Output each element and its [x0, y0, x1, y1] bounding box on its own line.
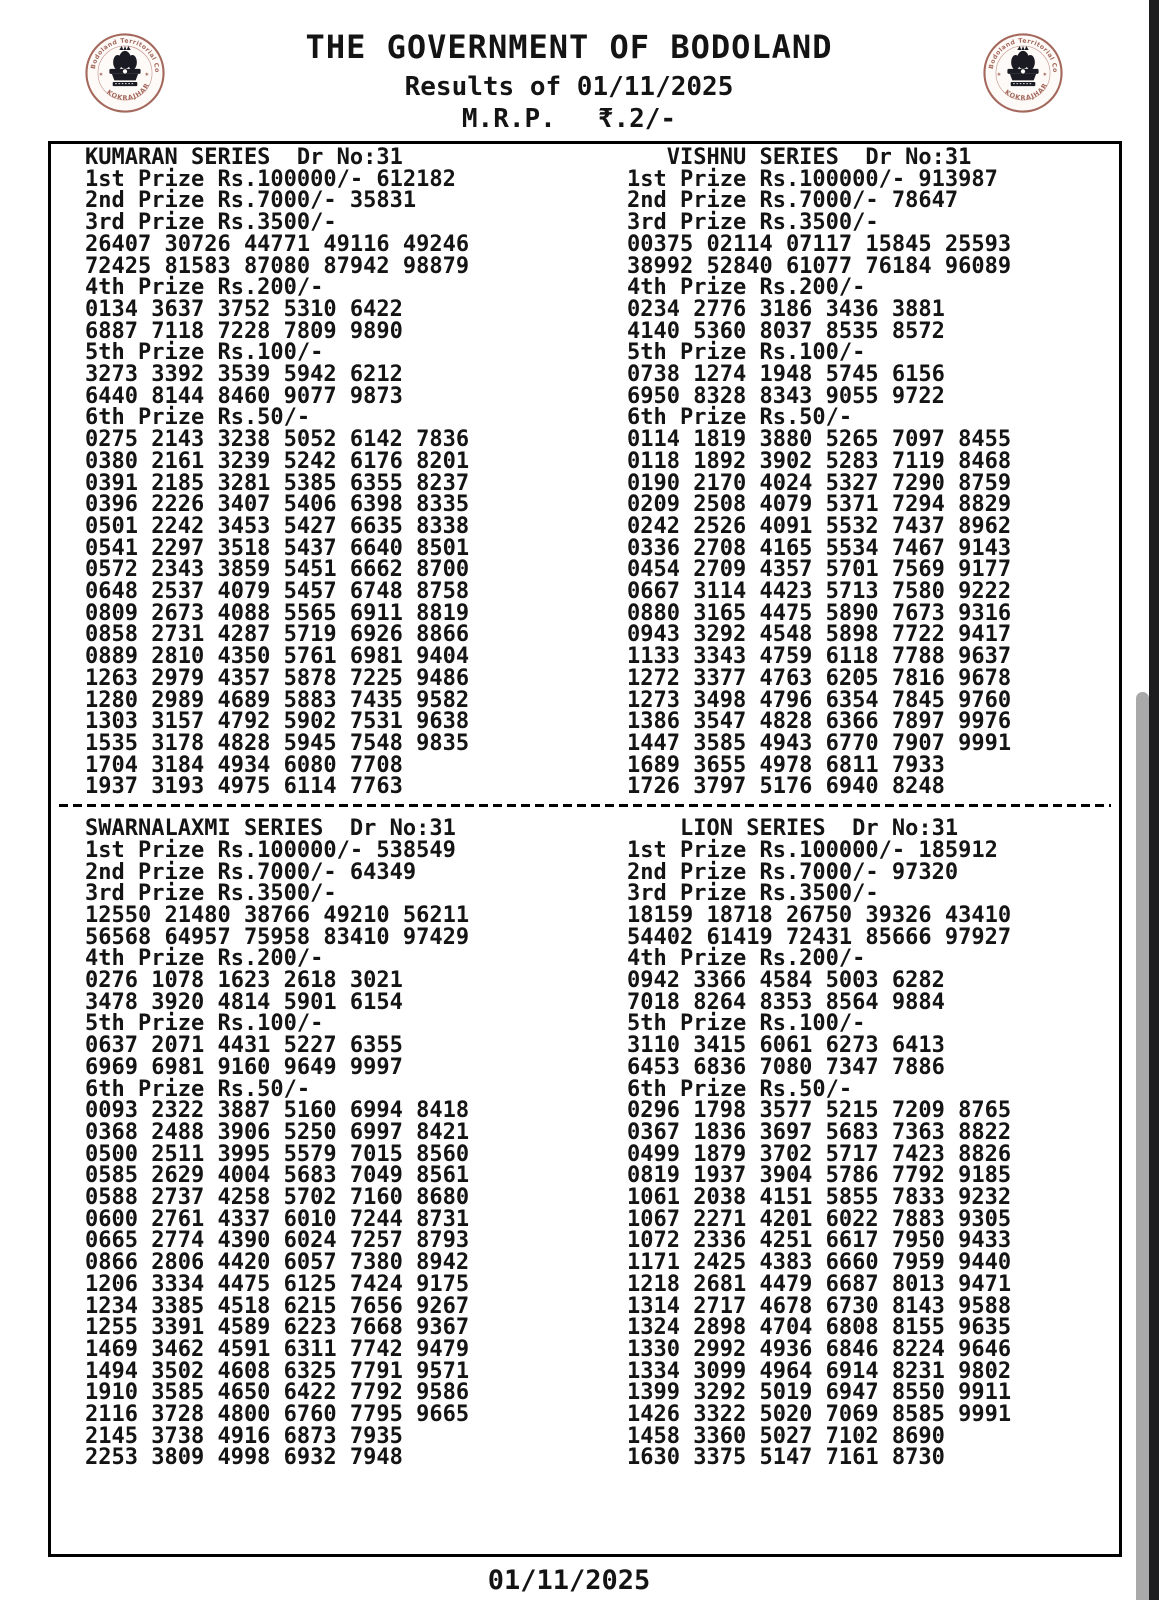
results-date-subtitle: Results of 01/11/2025: [404, 72, 734, 102]
prize-numbers-row: 72425 81583 87080 87942 98879: [85, 253, 470, 279]
prize-numbers-row: 0296 1798 3577 5215 7209 8765: [627, 1098, 1012, 1124]
prize-label-line: 1st Prize Rs.100000/- 185912: [627, 837, 998, 863]
prize-numbers-row: 4140 5360 8037 8535 8572: [627, 318, 945, 344]
prize-numbers-row: 1272 3377 4763 6205 7816 9678: [627, 665, 1012, 691]
prize-numbers-row: 3273 3392 3539 5942 6212: [85, 362, 403, 388]
prize-label-line: 1st Prize Rs.100000/- 913987: [627, 166, 998, 192]
prize-numbers-row: 0242 2526 4091 5532 7437 8962: [627, 513, 1012, 539]
series-block-kumaran: [51, 147, 591, 798]
prize-numbers-row: 0585 2629 4004 5683 7049 8561: [85, 1163, 470, 1189]
prize-numbers-row: 1072 2336 4251 6617 7950 9433: [627, 1228, 1012, 1254]
prize-numbers-row: 0501 2242 3453 5427 6635 8338: [85, 513, 470, 539]
prize-numbers-row: 0368 2488 3906 5250 6997 8421: [85, 1119, 470, 1145]
prize-numbers-row: 0499 1879 3702 5717 7423 8826: [627, 1141, 1012, 1167]
prize-numbers-row: 2145 3738 4916 6873 7935: [85, 1423, 403, 1449]
prize-numbers-row: 0234 2776 3186 3436 3881: [627, 296, 945, 322]
prize-numbers-row: 1273 3498 4796 6354 7845 9760: [627, 687, 1012, 713]
prize-numbers-row: 1386 3547 4828 6366 7897 9976: [627, 709, 1012, 735]
prize-numbers-row: 1630 3375 5147 7161 8730: [627, 1445, 945, 1471]
prize-label-line: 2nd Prize Rs.7000/- 97320: [627, 859, 959, 885]
prize-numbers-row: 26407 30726 44771 49116 49246: [85, 231, 470, 257]
prize-numbers-row: 0942 3366 4584 5003 6282: [627, 968, 945, 994]
prize-numbers-row: 0738 1274 1948 5745 6156: [627, 362, 945, 388]
page-title: THE GOVERNMENT OF BODOLAND: [305, 28, 833, 66]
prize-numbers-row: 0500 2511 3995 5579 7015 8560: [85, 1141, 470, 1167]
series-block-swarnalaxmi: [51, 818, 591, 1469]
prize-numbers-row: 1263 2979 4357 5878 7225 9486: [85, 665, 470, 691]
prize-label-line: 3rd Prize Rs.3500/-: [627, 210, 879, 236]
prize-numbers-row: 1330 2992 4936 6846 8224 9646: [627, 1336, 1012, 1362]
prize-numbers-row: 0943 3292 4548 5898 7722 9417: [627, 622, 1012, 648]
prize-label-line: 6th Prize Rs.50/-: [85, 1076, 311, 1102]
prize-numbers-row: 1535 3178 4828 5945 7548 9835: [85, 730, 470, 756]
prize-label-line: 6th Prize Rs.50/-: [85, 405, 311, 431]
header: [0, 0, 1138, 134]
prize-numbers-row: 1303 3157 4792 5902 7531 9638: [85, 709, 470, 735]
prize-numbers-row: 0367 1836 3697 5683 7363 8822: [627, 1119, 1012, 1145]
series-title: KUMARAN SERIES Dr No:31: [85, 145, 403, 170]
prize-numbers-row: 1314 2717 4678 6730 8143 9588: [627, 1293, 1012, 1319]
prize-numbers-row: 1324 2898 4704 6808 8155 9635: [627, 1315, 1012, 1341]
prize-label-line: 2nd Prize Rs.7000/- 78647: [627, 188, 959, 214]
prize-numbers-row: 0866 2806 4420 6057 7380 8942: [85, 1250, 470, 1276]
prize-numbers-row: 1447 3585 4943 6770 7907 9991: [627, 730, 1012, 756]
prize-numbers-row: 3110 3415 6061 6273 6413: [627, 1033, 945, 1059]
prize-numbers-row: 1171 2425 4383 6660 7959 9440: [627, 1250, 1012, 1276]
prize-numbers-row: 6950 8328 8343 9055 9722: [627, 383, 945, 409]
prize-numbers-row: 0380 2161 3239 5242 6176 8201: [85, 448, 470, 474]
prize-numbers-row: 1334 3099 4964 6914 8231 9802: [627, 1358, 1012, 1384]
scrollbar-track[interactable]: [1149, 0, 1159, 1600]
prize-label-line: 4th Prize Rs.200/-: [85, 275, 324, 301]
prize-numbers-row: 1910 3585 4650 6422 7792 9586: [85, 1380, 470, 1406]
prize-numbers-row: 0572 2343 3859 5451 6662 8700: [85, 557, 470, 583]
series-title: VISHNU SERIES Dr No:31: [627, 145, 972, 170]
prize-numbers-row: 0134 3637 3752 5310 6422: [85, 296, 403, 322]
mrp-label: M.R.P.: [461, 104, 556, 134]
prize-numbers-row: 1234 3385 4518 6215 7656 9267: [85, 1293, 470, 1319]
prize-numbers-row: 0665 2774 4390 6024 7257 8793: [85, 1228, 470, 1254]
prize-numbers-row: 1255 3391 4589 6223 7668 9367: [85, 1315, 470, 1341]
prize-numbers-row: 1067 2271 4201 6022 7883 9305: [627, 1206, 1012, 1232]
results-bottom-half: [51, 815, 1119, 1469]
prize-numbers-row: 0858 2731 4287 5719 6926 8866: [85, 622, 470, 648]
prize-numbers-row: 0600 2761 4337 6010 7244 8731: [85, 1206, 470, 1232]
prize-numbers-row: 0588 2737 4258 5702 7160 8680: [85, 1185, 470, 1211]
scrollbar-thumb[interactable]: [1136, 692, 1149, 1600]
prize-numbers-row: 1426 3322 5020 7069 8585 9991: [627, 1402, 1012, 1428]
prize-numbers-row: 1399 3292 5019 6947 8550 9911: [627, 1380, 1012, 1406]
prize-label-line: 5th Prize Rs.100/-: [85, 1011, 324, 1037]
prize-numbers-row: 0809 2673 4088 5565 6911 8819: [85, 600, 470, 626]
prize-label-line: 3rd Prize Rs.3500/-: [85, 210, 337, 236]
prize-numbers-row: 6453 6836 7080 7347 7886: [627, 1054, 945, 1080]
prize-label-line: 1st Prize Rs.100000/- 538549: [85, 837, 456, 863]
prize-numbers-row: 0648 2537 4079 5457 6748 8758: [85, 579, 470, 605]
prize-numbers-row: 1704 3184 4934 6080 7708: [85, 752, 403, 778]
prize-numbers-row: 0209 2508 4079 5371 7294 8829: [627, 492, 1012, 518]
prize-numbers-row: 1937 3193 4975 6114 7763: [85, 774, 403, 800]
prize-numbers-row: 1689 3655 4978 6811 7933: [627, 752, 945, 778]
prize-numbers-row: 0276 1078 1623 2618 3021: [85, 968, 403, 994]
prize-numbers-row: 0541 2297 3518 5437 6640 8501: [85, 535, 470, 561]
series-title: LION SERIES Dr No:31: [627, 816, 959, 842]
prize-numbers-row: 1206 3334 4475 6125 7424 9175: [85, 1271, 470, 1297]
prize-numbers-row: 12550 21480 38766 49210 56211: [85, 902, 470, 928]
prize-numbers-row: 2116 3728 4800 6760 7795 9665: [85, 1402, 470, 1428]
prize-numbers-row: 0114 1819 3880 5265 7097 8455: [627, 427, 1012, 453]
prize-numbers-row: 6969 6981 9160 9649 9997: [85, 1054, 403, 1080]
prize-numbers-row: 0637 2071 4431 5227 6355: [85, 1033, 403, 1059]
prize-numbers-row: 0275 2143 3238 5052 6142 7836: [85, 427, 470, 453]
prize-numbers-row: 00375 02114 07117 15845 25593: [627, 231, 1012, 257]
prize-numbers-row: 6887 7118 7228 7809 9890: [85, 318, 403, 344]
prize-numbers-row: 0118 1892 3902 5283 7119 8468: [627, 448, 1012, 474]
prize-numbers-row: 1494 3502 4608 6325 7791 9571: [85, 1358, 470, 1384]
prize-numbers-row: 1458 3360 5027 7102 8690: [627, 1423, 945, 1449]
series-block-vishnu: [591, 147, 1119, 798]
prize-numbers-row: 56568 64957 75958 83410 97429: [85, 924, 470, 950]
prize-numbers-row: 0880 3165 4475 5890 7673 9316: [627, 600, 1012, 626]
series-title: SWARNALAXMI SERIES Dr No:31: [85, 816, 456, 842]
prize-numbers-row: 1061 2038 4151 5855 7833 9232: [627, 1185, 1012, 1211]
prize-numbers-row: 0093 2322 3887 5160 6994 8418: [85, 1098, 470, 1124]
prize-numbers-row: 1218 2681 4479 6687 8013 9471: [627, 1271, 1012, 1297]
prize-numbers-row: 54402 61419 72431 85666 97927: [627, 924, 1012, 950]
results-box: [48, 141, 1122, 1557]
dashed-divider: [59, 804, 1111, 807]
prize-label-line: 2nd Prize Rs.7000/- 35831: [85, 188, 417, 214]
prize-numbers-row: 3478 3920 4814 5901 6154: [85, 989, 403, 1015]
prize-label-line: 5th Prize Rs.100/-: [627, 1011, 866, 1037]
prize-numbers-row: 0190 2170 4024 5327 7290 8759: [627, 470, 1012, 496]
prize-numbers-row: 18159 18718 26750 39326 43410: [627, 902, 1012, 928]
mrp-line: [0, 104, 1138, 134]
prize-numbers-row: 0396 2226 3407 5406 6398 8335: [85, 492, 470, 518]
prize-label-line: 3rd Prize Rs.3500/-: [627, 881, 879, 907]
prize-numbers-row: 0336 2708 4165 5534 7467 9143: [627, 535, 1012, 561]
prize-numbers-row: 38992 52840 61077 76184 96089: [627, 253, 1012, 279]
prize-numbers-row: 1280 2989 4689 5883 7435 9582: [85, 687, 470, 713]
mrp-value: ₹.2/-: [597, 104, 677, 134]
prize-label-line: 3rd Prize Rs.3500/-: [85, 881, 337, 907]
prize-numbers-row: 0454 2709 4357 5701 7569 9177: [627, 557, 1012, 583]
prize-label-line: 4th Prize Rs.200/-: [627, 275, 866, 301]
prize-numbers-row: 0889 2810 4350 5761 6981 9404: [85, 644, 470, 670]
prize-numbers-row: 6440 8144 8460 9077 9873: [85, 383, 403, 409]
prize-numbers-row: 0667 3114 4423 5713 7580 9222: [627, 579, 1012, 605]
prize-numbers-row: 7018 8264 8353 8564 9884: [627, 989, 945, 1015]
prize-numbers-row: 1726 3797 5176 6940 8248: [627, 774, 945, 800]
series-block-lion: [591, 818, 1119, 1469]
prize-label-line: 6th Prize Rs.50/-: [627, 405, 853, 431]
results-top-half: [51, 144, 1119, 798]
prize-label-line: 2nd Prize Rs.7000/- 64349: [85, 859, 417, 885]
prize-label-line: 6th Prize Rs.50/-: [627, 1076, 853, 1102]
prize-numbers-row: 0819 1937 3904 5786 7792 9185: [627, 1163, 1012, 1189]
prize-numbers-row: 2253 3809 4998 6932 7948: [85, 1445, 403, 1471]
prize-label-line: 1st Prize Rs.100000/- 612182: [85, 166, 456, 192]
prize-label-line: 5th Prize Rs.100/-: [85, 340, 324, 366]
prize-numbers-row: 1469 3462 4591 6311 7742 9479: [85, 1336, 470, 1362]
prize-label-line: 4th Prize Rs.200/-: [627, 946, 866, 972]
prize-numbers-row: 1133 3343 4759 6118 7788 9637: [627, 644, 1012, 670]
prize-label-line: 4th Prize Rs.200/-: [85, 946, 324, 972]
prize-numbers-row: 0391 2185 3281 5385 6355 8237: [85, 470, 470, 496]
footer-date: 01/11/2025: [487, 1565, 651, 1596]
prize-label-line: 5th Prize Rs.100/-: [627, 340, 866, 366]
